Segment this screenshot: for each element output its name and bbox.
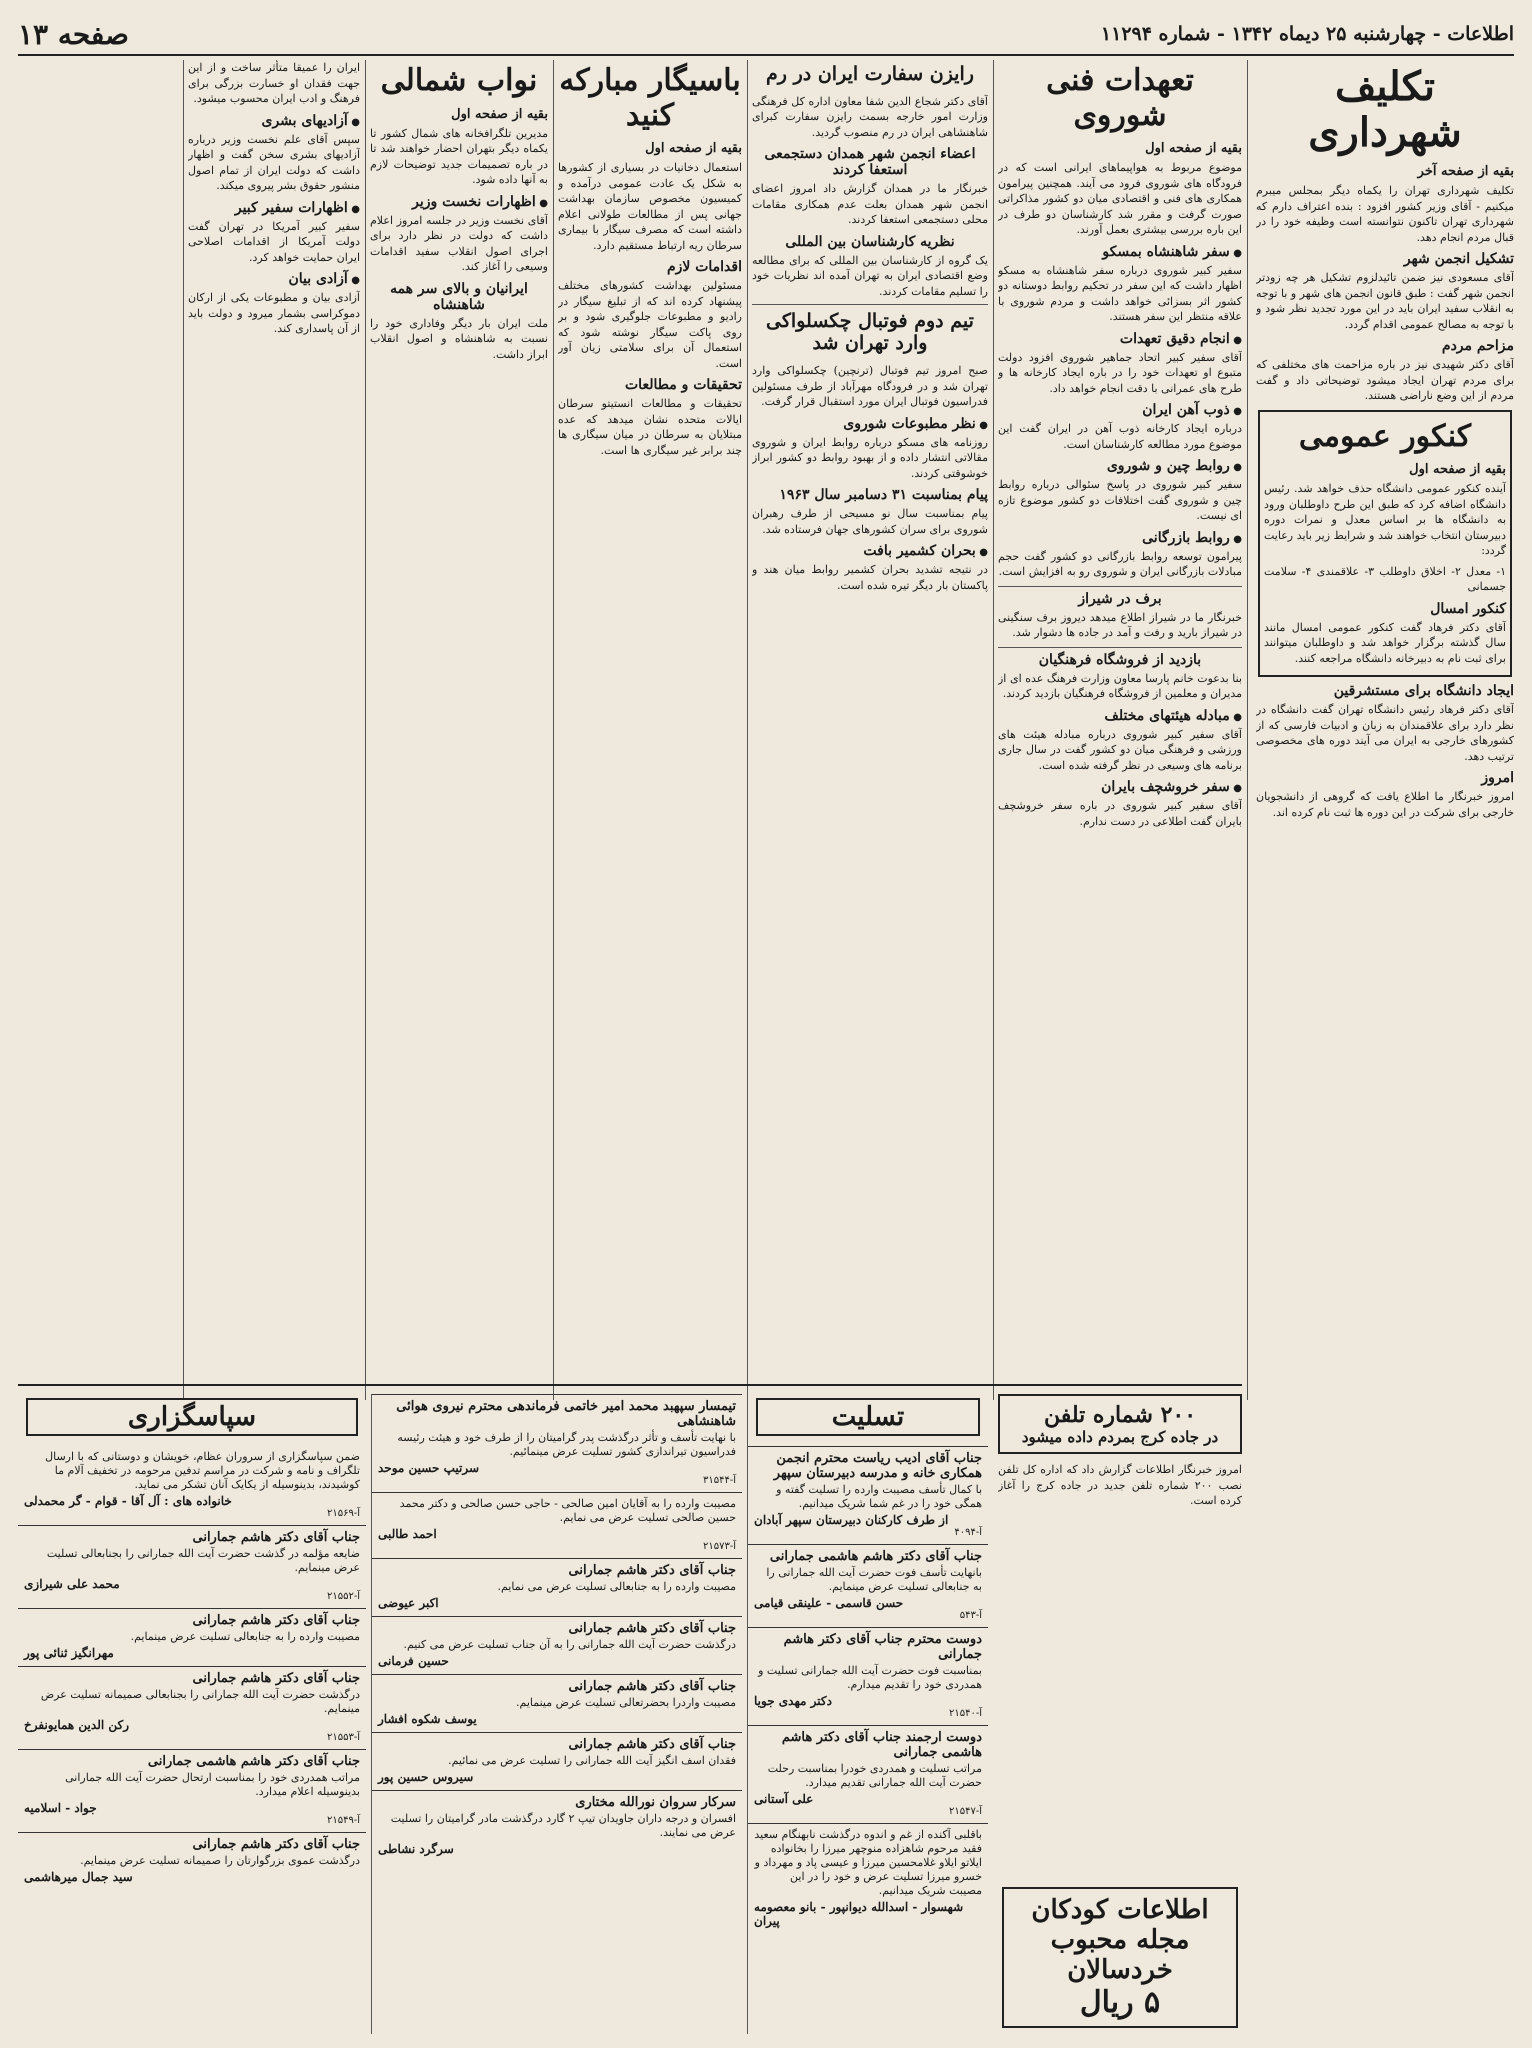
notice-title: جناب آقای دکتر هاشم جمارانی [568, 1621, 736, 1636]
konkur-box [1258, 410, 1512, 678]
notice-body: مصیبت وارده را به جنابعالی تسلیت عرض می نمایم. [497, 1580, 736, 1593]
headline-football: تیم دوم فوتبال چکسلواکی وارد تهران شد [752, 304, 988, 355]
subheading: نظریه کارشناسان بین المللی [785, 233, 955, 250]
column-rule [1247, 60, 1248, 1400]
condolence-notice [372, 1616, 742, 1674]
notice-title: جناب آقای دکتر هاشم جمارانی [568, 1737, 736, 1752]
article-body: سفیر کبیر شوروی درباره سفر شاهنشاه به مسکو اظهار داشت که این سفر در تحکیم روابط دوستانه دو کشور اثر بسزائی خواهد داشت و مردم شوروی با علاقه منتظر این سفر هستند. [998, 263, 1242, 323]
page-header [18, 14, 1514, 56]
notice-signature: رکن الدین همایونفرخ [24, 1718, 129, 1732]
subheading: اقدامات لازم [666, 259, 742, 275]
subheading: پیام بمناسبت ۳۱ دسامبر سال ۱۹۶۳ [779, 487, 988, 504]
thanks-signature: خانواده های : آل آقا - قوام - گر محمدلی [24, 1494, 232, 1508]
brief-title: ● سفر خروشچف بایران [998, 779, 1242, 795]
article-body: سفیر کبیر آمریکا در تهران گفت دولت آمریکا از اقدامات اصلاحی ایران حمایت خواهد کرد. [188, 219, 360, 264]
article-body: پیرامون توسعه روابط بازرگانی دو کشور گفت حجم مبادلات بازرگانی ایران و شوروی رو به افزایش است. [998, 549, 1242, 578]
notice-body: درگذشت عموی بزرگوارتان را صمیمانه تسلیت عرض مینمایم. [80, 1854, 360, 1867]
notice-signature: علی آستانی [754, 1792, 814, 1806]
brief-body: آقای سفیر کبیر شوروی در باره سفر خروشچف بایران گفت اطلاعی در دست ندارم. [998, 799, 1242, 828]
masthead-right: اطلاعات - چهارشنبه ۲۵ دیماه ۱۳۴۲ - شماره ۱۱۲۹۴ [1100, 23, 1514, 45]
phone-ad [998, 1394, 1242, 1454]
notice-signature: حسن قاسمی - علینقی قیامی [754, 1596, 904, 1610]
notice-title: دوست ارجمند جناب آقای دکتر هاشم هاشمی جمارانی [781, 1730, 982, 1760]
brief-title: ● مبادله هیئتهای مختلف [998, 708, 1242, 724]
notice-code: آ-۵۴۳ [959, 1610, 982, 1621]
kids-ad-line3: خردسالان [1067, 1955, 1173, 1985]
notice-title: جناب آقای دکتر هاشم جمارانی [192, 1671, 360, 1686]
subheading: ● سفر شاهنشاه بمسکو [998, 244, 1242, 260]
notice-body: مراتب تسلیت و همدردی خودرا بمناسبت رحلت حضرت آیت الله جمارانی تقدیم میدارد. [767, 1762, 982, 1789]
article-body: امروز خبرنگار ما اطلاع یافت که گروهی از دانشجویان خارجی برای شرکت در این دوره ها ثبت نام کرده اند. [1256, 790, 1514, 819]
article-body: آقای مسعودی نیز ضمن تائیدلزوم تشکیل هر چه زودتر انجمن شهر گفت : طبق قانون انجمن های شهر و با توجه به انقلاب سفید ایران باید در این مورد تجدید نظر شود و با توجه به مصالح عمومی اقدام گردد. [1256, 271, 1514, 331]
subheading: ● ذوب آهن ایران [998, 402, 1242, 418]
brief-body: بنا بدعوت خانم پارسا معاون وزارت فرهنگ عده ای از مدیران و معلمین از فروشگاه فرهنگیان بازدید کردند. [998, 671, 1242, 700]
notice-title: جناب آقای دکتر هاشم هاشمی جمارانی [147, 1754, 360, 1769]
notice-signature: محمد علی شیرازی [24, 1577, 120, 1591]
notice-signature: سرگرد نشاطی [378, 1842, 454, 1856]
notice-body: بمناسبت فوت حضرت آیت الله جمارانی تسلیت و همدردی خود را تقدیم میدارم. [758, 1664, 982, 1691]
phone-ad-title: ۲۰۰ شماره تلفن [1043, 1402, 1197, 1428]
notice-signature: احمد طالبی [378, 1527, 437, 1541]
notice-signature: سرتیپ حسین موحد [378, 1461, 479, 1475]
headline-konkur: کنکور عمومی [1298, 418, 1472, 454]
notice-body: با کمال تأسف مصیبت وارده را تسلیت گفته و همگی خود را در غم شما شریک میدانیم. [776, 1483, 982, 1510]
headline-municipality: تکلیف شهرداری [1308, 63, 1462, 156]
condolence-notice [18, 1832, 366, 1890]
article-body: روزنامه های مسکو درباره روابط ایران و شوروی مقالاتی انتشار داده و از بهبود روابط دو کشور ابراز خوشوقتی کردند. [752, 435, 988, 480]
brief-title: برف در شیراز [998, 586, 1242, 607]
headline-soviet: تعهدات فنی شوروی [1046, 63, 1194, 133]
article-body: یک گروه از کارشناسان بین المللی که برای مطالعه وضع اقتصادی ایران به تهران آمده اند نظریات خود را تسلیم مقامات کردند. [752, 253, 988, 298]
article-body: تحقیقات و مطالعات انستیتو سرطان ایالات متحده نشان میدهد که عده مبتلایان به سرطان در میان سیگاری ها چند برابر غیر سیگاری ها است. [558, 397, 742, 457]
article-body: آینده کنکور عمومی دانشگاه حذف خواهد شد. رئیس دانشگاه اضافه کرد که طبق این طرح داوطلبان ورود به دانشگاه ها بر اساس معدل و نمرات دوره دبیرستان انتخاب خواهند شد و شرایط زیر باید رعایت گردد: [1264, 482, 1506, 557]
notice-title: تیمسار سپهبد محمد امیر خاتمی فرماندهی محترم نیروی هوائی شاهنشاهی [396, 1399, 736, 1429]
notice-signature: شهسوار - اسدالله دیوانپور - بانو معصومه پیران [754, 1900, 964, 1928]
notice-title: جناب آقای دکتر هاشم جمارانی [192, 1530, 360, 1545]
notice-title: جناب آقای دکتر هاشم هاشمی جمارانی [769, 1549, 982, 1564]
article-body: در نتیجه تشدید بحران کشمیر روابط میان هند و پاکستان بار دیگر تیره شده است. [752, 563, 988, 592]
article-body: سپس آقای علم نخست وزیر درباره آزادیهای بشری سخن گفت و اظهار داشت که دولت ایران از تمام اصول منشور حقوق بشر پیروی میکند. [188, 132, 360, 192]
notice-body: باقلبی آکنده از غم و اندوه درگذشت نابهنگام سعید فقید مرحوم شاهزاده منوچهر میرزا را بخانواده ایلاتو ایلاو غلامحسین میرزا و عیسی پاد و مهرداد و خسرو میرزا تسلیت عرض و خود را در این مصیبت شریک میدانیم. [754, 1828, 982, 1897]
phone-ad-subtitle: در جاده کرج بمردم داده میشود [1021, 1428, 1219, 1446]
headline-north: نواب شمالی [380, 63, 538, 98]
notice-signature: از طرف کارکنان دبیرستان سپهر آبادان [754, 1513, 949, 1527]
subheading: تشکیل انجمن شهر [1403, 251, 1514, 267]
article-body: استعمال دخانیات در بسیاری از کشورها به شکل یک عادت عمومی درآمده و کمیسیون مخصوص سازمان بهداشت جهانی پس از مطالعات طولانی اعلام داشته است که مصرف سیگار با بیماری سرطان ریه ارتباط مستقیم دارد. [558, 161, 742, 252]
condolence-notice [748, 1627, 988, 1725]
thanks-title: سپاسگزاری [26, 1398, 358, 1436]
subheading: تحقیقات و مطالعات [625, 377, 742, 393]
kids-ad-line1: اطلاعات کودکان [1031, 1895, 1209, 1925]
column-municipality [1256, 60, 1514, 2034]
article-body: تکلیف شهرداری تهران را یکماه دیگر بمجلس میبرم میکنیم - آقای وزیر کشور افزود : بنده اعتراف دارم که شهرداری تهران تاکنون نتوانسته است وظیفه خود را در قبال مردم انجام دهد. [1256, 184, 1514, 244]
article-body: مسئولین بهداشت کشورهای مختلف پیشنهاد کرده اند که از تبلیغ سیگار در رادیو و مطبوعات جلوگیری شود و بر روی پاکت سیگار نوشته شود که استعمال آن برای سلامتی زیان آور است. [558, 279, 742, 370]
condolence-notice [18, 1749, 366, 1832]
condolence-notice [372, 1732, 742, 1790]
notice-code: آ-۲۱۵۵۲ [326, 1591, 360, 1602]
subheading: ● آزادی بیان [188, 271, 360, 287]
subheading: اعضاء انجمن شهر همدان دستجمعی استعفا کردند [764, 146, 976, 179]
lead-continued: بقیه از صفحه اول [1145, 141, 1242, 156]
column-rule [183, 60, 184, 1400]
page-number: صفحه ۱۳ [18, 17, 129, 51]
notice-code: آ-۲۱۵۵۳ [326, 1732, 360, 1743]
notice-body: فقدان اسف انگیز آیت الله جمارانی را تسلیت عرض می نمائیم. [448, 1754, 736, 1767]
column-rule [365, 60, 366, 1400]
article-body: آزادی بیان و مطبوعات یکی از ارکان دموکراسی بشمار میرود و دولت باید از آن پاسداری کند. [188, 291, 360, 335]
subheading: ● روابط بازرگانی [998, 530, 1242, 546]
thanks-code: آ-۲۱۵۶۹ [326, 1508, 360, 1519]
article-body: مدیرین تلگرافخانه های شمال کشور تا یکماه دیگر بتهران احضار خواهند شد تا در باره تصمیمات جدید توضیحات لازم به آنها داده شود. [370, 126, 548, 186]
column-rule [747, 60, 748, 1400]
notice-title: جناب آقای دکتر هاشم جمارانی [192, 1837, 360, 1852]
article-body: صبح امروز تیم فوتبال (ترنچین) چکسلواکی وارد تهران شد و در فرودگاه مهرآباد از طرف مسئولین فدراسیون فوتبال ایران مورد استقبال قرار گرفت. [752, 364, 988, 409]
article-body: آقای دکتر فرهاد رئیس دانشگاه تهران گفت دانشگاه در نظر دارد برای علاقمندان به زبان و ادبیات فارسی که از کشورهای خارجی به ایران می آیند دوره های مخصوصی ترتیب دهد. [1256, 703, 1514, 763]
headline-smoking: باسیگار مبارکه کنید [559, 63, 741, 133]
subheading: ● روابط چین و شوروی [998, 458, 1242, 474]
criteria-list: ۱- معدل ۲- اخلاق داوطلب ۳- علاقمندی ۴- سلامت جسمانی [1264, 564, 1507, 593]
kids-magazine-ad [1002, 1887, 1238, 2028]
condolence-notice [748, 1725, 988, 1823]
notice-body: مصیبت وارده را به جنابعالی تسلیت عرض مینمایم. [130, 1630, 360, 1643]
thanks-body: ضمن سپاسگزاری از سروران عظام، خویشان و دوستانی که با ارسال تلگراف و نامه و شرکت در مراسم تدفین مرحومه در تخفیف آلام ما کوشیدند، بدینوسیله از یکایک آنان تشکر می نماید. [45, 1450, 360, 1491]
condolence-column-b [371, 1394, 742, 2034]
notice-body: درگذشت حضرت آیت الله جمارانی را بجنابعالی صمیمانه تسلیت عرض مینمایم. [40, 1688, 360, 1715]
notice-body: ضایعه مؤلمه در گذشت حضرت آیت الله جمارانی را بجنابعالی تسلیت عرض مینمایم. [46, 1547, 360, 1574]
condolence-notice [748, 1544, 988, 1627]
notice-signature: سیروس حسین پور [378, 1770, 474, 1784]
notice-signature: دکتر مهدی جویا [754, 1694, 832, 1708]
subheading: ● اظهارات سفیر کبیر [188, 200, 360, 216]
condolence-notice [748, 1446, 988, 1544]
condolence-notice [372, 1394, 742, 1492]
notice-body: افسران و درجه داران جاویدان تیپ ۲ گارد درگذشت مادر گرامیتان را تسلیت عرض می نمایند. [390, 1812, 736, 1839]
article-body: موضوع مربوط به هواپیماهای ایرانی است که در فرودگاه های شوروی فرود می آیند. همچنین پیرامون همکاری های فنی و اقتصادی میان دو کشور مذاکراتی صورت گرفت و مقرر شد کارشناسان دو طرف در این باره بررسی بیشتری بعمل آورند. [998, 161, 1242, 236]
thanks-notice [18, 1446, 366, 1525]
article-body: آقای سفیر کبیر اتحاد جماهیر شوروی افزود دولت متبوع او تعهدات خود را در باره ایجاد کارخانه ها و طرح های عمرانی با دقت انجام خواهد داد. [998, 350, 1242, 395]
article-body: درباره ایجاد کارخانه ذوب آهن در ایران گفت این موضوع مورد مطالعه کارشناسان است. [998, 422, 1242, 451]
brief-body: خبرنگار ما در شیراز اطلاع میدهد دیروز برف سنگینی در شیراز بارید و رفت و آمد در جاده ها دشوار شد. [998, 610, 1242, 639]
notice-title: جناب آقای ادیب ریاست محترم انجمن همکاری خانه و مدرسه دبیرستان سپهر [773, 1451, 982, 1481]
condolence-notice [372, 1558, 742, 1616]
notice-body: مصیبت واردرا بحضرتعالی تسلیت عرض مینمایم. [516, 1696, 736, 1709]
notice-signature: مهرانگیز ثنائی پور [24, 1646, 114, 1660]
kids-ad-line2: مجله محبوب [1050, 1925, 1190, 1955]
notice-body: درگذشت حضرت آیت الله جمارانی را به آن جناب تسلیت عرض می کنیم. [403, 1638, 736, 1651]
notice-title: جناب آقای دکتر هاشم جمارانی [568, 1563, 736, 1578]
column-rule [553, 60, 554, 1400]
ads-column [998, 1394, 1242, 2034]
subheading: کنکور امسال [1430, 600, 1506, 617]
notice-signature: حسین فرمانی [378, 1654, 449, 1668]
article-body: ملت ایران بار دیگر وفاداری خود را نسبت به شاهنشاه و اصول انقلاب ابراز داشت. [370, 316, 548, 361]
headline-rome: رایزن سفارت ایران در رم [766, 63, 974, 85]
article-body: ایران را عمیقا متأثر ساخت و از این جهت فقدان او خسارت بزرگی برای فرهنگ و ادب ایران محسوب میشود. [188, 61, 360, 105]
brief-title: بازدید از فروشگاه فرهنگیان [998, 647, 1242, 668]
subheading: ● بحران کشمیر بافت [752, 543, 988, 559]
condolence-notice [372, 1674, 742, 1732]
subheading: ● نظر مطبوعات شوروی [752, 416, 988, 432]
lead-continued: بقیه از صفحه اول [1409, 462, 1506, 477]
notice-title: دوست محترم جناب آقای دکتر هاشم جمارانی [783, 1632, 982, 1662]
article-body: سفیر کبیر شوروی در پاسخ سئوالی درباره روابط چین و شوروی گفت اختلافات دو کشور موضوع تازه ای نیست. [998, 478, 1242, 522]
condolence-notice [18, 1525, 366, 1608]
notice-signature: جواد - اسلامیه [24, 1801, 97, 1815]
subheading: ایجاد دانشگاه برای مستشرقین [1333, 683, 1514, 699]
notice-title: جناب آقای دکتر هاشم جمارانی [568, 1679, 736, 1694]
condolence-column-c [747, 1394, 988, 2034]
notice-signature: سید جمال میرهاشمی [24, 1870, 133, 1884]
subheading: مزاحم مردم [1441, 338, 1514, 354]
notice-code: آ-۲۱۵۴۹ [326, 1815, 360, 1826]
notice-body: مراتب همدردی خود را بمناسبت ارتحال حضرت آیت الله جمارانی بدینوسیله اعلام میدارد. [65, 1771, 360, 1798]
article-body: پیام بمناسبت سال نو مسیحی از طرف رهبران شوروی برای سران کشورهای جهان فرستاده شد. [752, 507, 988, 536]
brief-body: آقای سفیر کبیر شوروی درباره مبادله هیئت های ورزشی و فرهنگی میان دو کشور گفت در سال جاری برنامه های وسیعی در نظر گرفته شده است. [998, 727, 1242, 772]
newspaper-page [18, 14, 1514, 2034]
notice-title: جناب آقای دکتر هاشم جمارانی [192, 1613, 360, 1628]
notice-code: آ-۳۱۵۴۴ [702, 1475, 736, 1486]
subheading: امروز [1481, 770, 1514, 786]
notice-code: آ-۲۱۵۴۷ [948, 1806, 982, 1817]
subheading: ● اظهارات نخست وزیر [370, 194, 548, 210]
notice-code: آ-۲۱۵۷۳ [702, 1541, 736, 1552]
condolence-title: تسلیت [756, 1398, 980, 1436]
condolence-notice [18, 1608, 366, 1666]
lead-continued: بقیه از صفحه آخر [1417, 164, 1514, 179]
notice-signature: یوسف شکوه افشار [378, 1712, 477, 1726]
condolence-notice [372, 1492, 742, 1558]
condolence-column-a [18, 1394, 366, 2034]
condolence-notice [18, 1666, 366, 1749]
notice-title: سرکار سروان نورالله مختاری [575, 1795, 736, 1810]
kids-ad-price: ۵ ریال [1079, 1985, 1161, 2020]
notice-code: آ-۲۱۵۴۰ [948, 1708, 982, 1719]
article-body: آقای دکتر شهیدی نیز در باره مزاحمت های مختلفی که برای مردم تهران ایجاد میشود توضیحاتی داد و گفت مردم از این وضع ناراضی هستند. [1256, 358, 1514, 402]
notice-body: مصیبت وارده را به آقایان امین صالحی - حاجی حسن صالحی و دکتر محمد حسین صالحی تسلیت عرض می نمایم. [399, 1497, 736, 1524]
notice-body: با نهایت تأسف و تأثر درگذشت پدر گرامیتان را از طرف خود و هیئت رئیسه فدراسیون تیراندازی کشور تسلیت عرض مینمائیم. [397, 1431, 736, 1458]
notice-body: بانهایت تأسف فوت حضرت آیت الله جمارانی را به جنابعالی تسلیت عرض مینمایم. [766, 1566, 982, 1593]
notice-signature: اکبر عیوضی [378, 1596, 439, 1610]
article-body: آقای نخست وزیر در جلسه امروز اعلام داشت که دولت در نظر دارد برای اجرای اصول انقلاب سفید اقدامات وسیعی را آغاز کند. [370, 213, 548, 273]
phone-ad-body: امروز خبرنگار اطلاعات گزارش داد که اداره کل تلفن نصب ۲۰۰ شماره تلفن جدید در جاده کرج را آغاز کرده است. [998, 1463, 1242, 1507]
notice-code: آ-۴۰۹۴ [954, 1527, 982, 1538]
condolence-notice [748, 1823, 988, 1934]
subheading: ● انجام دقیق تعهدات [998, 331, 1242, 347]
article-body: آقای دکتر فرهاد گفت کنکور عمومی امسال مانند سال گذشته برگزار خواهد شد و داوطلبان میتوانند برای ثبت نام به دبیرخانه دانشگاه مراجعه کنند. [1264, 620, 1506, 665]
lead-continued: بقیه از صفحه اول [645, 141, 742, 156]
article-body: خبرنگار ما در همدان گزارش داد امروز اعضای انجمن شهر همدان بعلت عدم همکاری مقامات محلی دستجمعی استعفا کردند. [752, 182, 988, 227]
column-rule [993, 60, 994, 1400]
condolence-notice [372, 1790, 742, 1862]
subheading: ● آزادیهای بشری [188, 113, 360, 129]
subheading: ایرانیان و بالای سر همه شاهنشاه [390, 280, 528, 313]
lead-continued: بقیه از صفحه اول [451, 106, 548, 122]
section-rule [18, 1384, 1242, 1386]
article-body: آقای دکتر شجاع الدین شفا معاون اداره کل فرهنگی وزارت امور خارجه بسمت رایزن سفارت کبرای شاهنشاهی ایران در رم منصوب گردید. [752, 94, 988, 139]
